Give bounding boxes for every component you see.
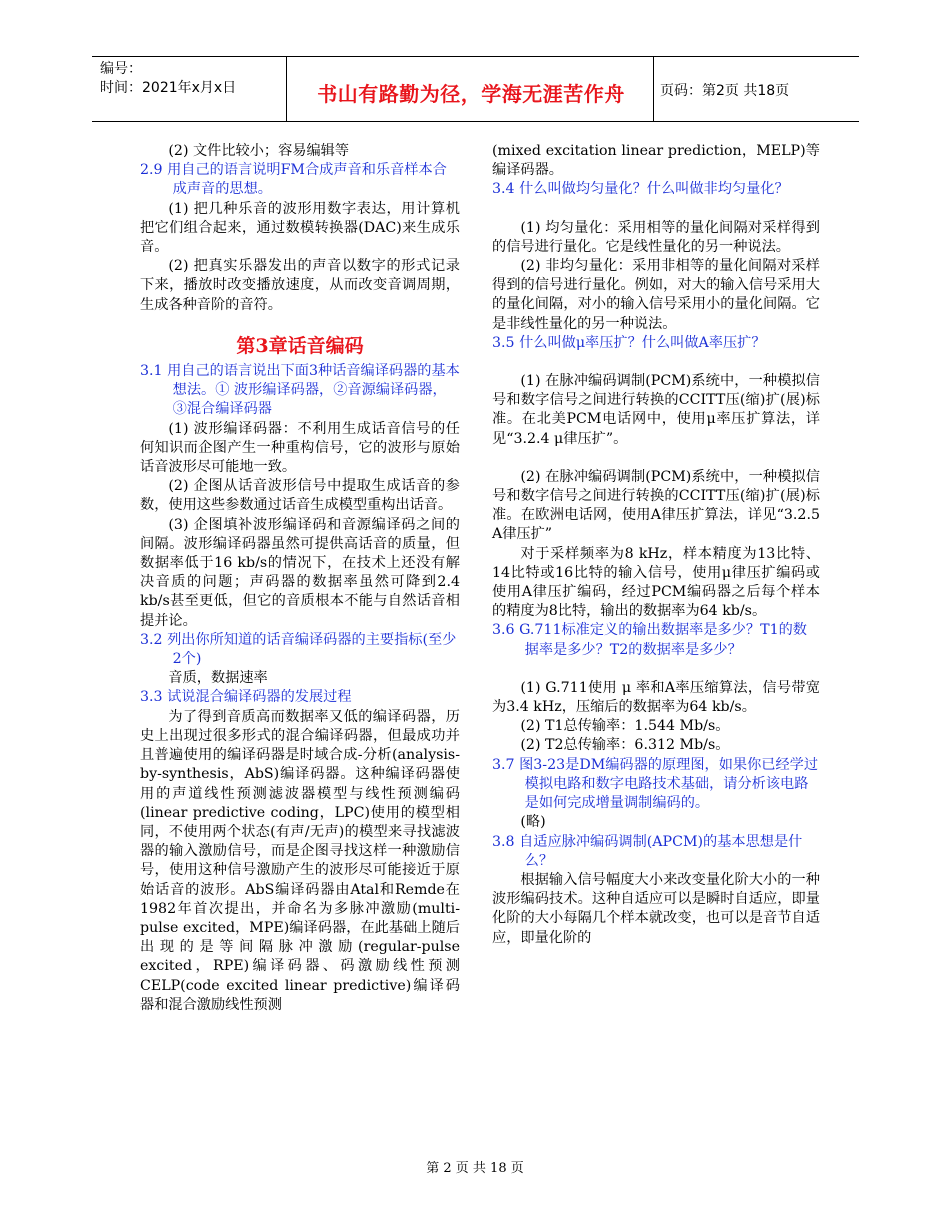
answer-paragraph: (mixed excitation linear prediction，MELP)等编译码器。 <box>492 143 820 179</box>
question-3-7: 3.7 图3-23是DM编码器的原理图，如果你已经学过模拟电路和数字电路技术基础，请分析该电路是如何完成增量调制编码的。 <box>492 756 819 812</box>
spacer <box>492 660 820 679</box>
answer-paragraph: (2) T1总传输率：1.544 Mb/s。 <box>520 718 730 735</box>
answer-paragraph: (2) 在脉冲编码调制(PCM)系统中，一种模拟信号和数字信号之间进行转换的CCITT压(缩)扩(展)标准。在欧洲电话网，使用A律压扩算法，详见“3.2.5 A律压扩” <box>492 468 820 543</box>
question-3-3: 3.3 试说混合编译码器的发展过程 <box>140 689 352 706</box>
answer-paragraph: 根据输入信号幅度大小来改变量化阶大小的一种波形编码技术。这种自适应可以是瞬时自适应，即量化阶的大小每隔几个样本就改变，也可以是音节自适应，即量化阶的 <box>492 871 820 946</box>
spacer <box>492 200 820 219</box>
answer-paragraph: (1) G.711使用 μ 率和A率压缩算法，信号带宽为3.4 kHz，压缩后的数据率为64 kb/s。 <box>492 679 820 716</box>
doc-time-label: 时间：2021年x月x日 <box>100 80 237 96</box>
header-top-rule <box>92 56 859 57</box>
right-column <box>492 142 820 948</box>
answer-paragraph: (2) 非均匀量化：采用非相等的量化间隔对采样得到的信号进行量化。例如，对大的输入信号采用大的量化间隔，对小的输入信号采用小的量化间隔。它是非线性量化的另一种说法。 <box>492 258 820 332</box>
doc-number-label: 编号： <box>100 61 142 77</box>
question-2-9: 2.9 用自己的语言说明FM合成声音和乐音样本合成声音的思想。 <box>140 162 447 198</box>
answer-paragraph: (2) 文件比较小；容易编辑等 <box>168 143 350 159</box>
header-divider-right <box>653 57 654 121</box>
answer-paragraph: (3) 企图填补波形编译码和音源编译码之间的间隔。波形编译码器虽然可提供高话音的质量，但数据率低于16 kb/s的情况下，在技术上还没有解决音质的问题；声码器的数据率虽然可降到2.4 kb/s甚至更低，但它的音质根本不能与自然话音相提并论。 <box>140 516 460 629</box>
header-divider-left <box>286 57 287 121</box>
question-3-6: 3.6 G.711标准定义的输出数据率是多少？T1的数据率是多少？T2的数据率是多少？ <box>492 622 807 658</box>
answer-paragraph: 为了得到音质高而数据率又低的编译码器，历史上出现过很多形式的混合编译码器，但最成功并且普遍使用的编译码器是时域合成-分析(analysis-by-synthesis，AbS)编译码器。这种编译码器使用的声道线性预测滤波器模型与线性预测编码(linear predictive coding，LPC)使用的模型相同，不使用两个状态(有声/无声)的模型来寻找滤波器的输入激励信号，而是企图寻找这样一种激励信号，使用这种信号激励产生的波形尽可能接近于原始话音的波形。AbS编译码器由Atal和Remde在1982年首次提出，并命名为多脉冲激励(multi-pulse excited，MPE)编译码器，在此基础上随后出现的是等间隔脉冲激励(regular-pulse excited，RPE)编译码器、码激励线性预测CELP(code excited linear predictive)编译码器和混合激励线性预测 <box>140 708 460 1013</box>
question-3-5: 3.5 什么叫做μ率压扩？什么叫做A率压扩？ <box>492 334 766 351</box>
answer-paragraph: (1) 均匀量化：采用相等的量化间隔对采样得到的信号进行量化。它是线性量化的另一种说法。 <box>492 219 820 255</box>
header-meta <box>100 60 236 98</box>
spacer <box>492 449 820 468</box>
answer-paragraph: 音质，数据速率 <box>168 670 268 687</box>
question-3-2: 3.2 列出你所知道的话音编译码器的主要指标(至少2个) <box>140 631 457 668</box>
answer-paragraph: (略) <box>520 814 546 831</box>
answer-paragraph: 对于采样频率为8 kHz，样本精度为13比特、14比特或16比特的输入信号，使用μ律压扩编码或使用A律压扩编码，经过PCM编码器之后每个样本的精度为8比特，输出的数据率为64 kb/s。 <box>492 545 820 620</box>
question-3-1: 3.1 用自己的语言说出下面3种话音编译码器的基本想法。① 波形编译码器，②音源编译码器，③混合编译码器 <box>140 363 460 418</box>
left-column <box>140 142 460 1015</box>
answer-paragraph: (1) 把几种乐音的波形用数字表达，用计算机把它们组合起来，通过数模转换器(DAC)来生成乐音。 <box>140 200 460 256</box>
answer-paragraph: (2) T2总传输率：6.312 Mb/s。 <box>520 737 730 754</box>
question-3-8: 3.8 自适应脉冲编码调制(APCM)的基本思想是什么？ <box>492 833 803 869</box>
chapter-title: 第3章话音编码 <box>236 334 364 357</box>
answer-paragraph: (1) 波形编译码器：不利用生成话音信号的任何知识而企图产生一种重构信号，它的波形与原始话音波形尽可能地一致。 <box>140 420 460 476</box>
spacer <box>492 353 820 372</box>
question-3-4: 3.4 什么叫做均匀量化？什么叫做非均匀量化？ <box>492 181 789 198</box>
header-motto: 书山有路勤为径，学海无涯苦作舟 <box>317 82 625 106</box>
answer-paragraph: (2) 企图从话音波形信号中提取生成话音的参数，使用这些参数通过话音生成模型重构出话音。 <box>140 478 460 514</box>
header-page-info: 页码：第2页 共18页 <box>660 83 790 99</box>
header-bottom-rule <box>92 121 859 122</box>
page-footer: 第 2 页 共 18 页 <box>426 1161 524 1176</box>
answer-paragraph: (2) 把真实乐器发出的声音以数字的形式记录下来，播放时改变播放速度，从而改变音调周期，生成各种音阶的音符。 <box>140 258 460 313</box>
answer-paragraph: (1) 在脉冲编码调制(PCM)系统中，一种模拟信号和数字信号之间进行转换的CCITT压(缩)扩(展)标准。在北美PCM电话网中，使用μ率压扩算法，详见“3.2.4 μ律压扩”。 <box>492 373 820 447</box>
